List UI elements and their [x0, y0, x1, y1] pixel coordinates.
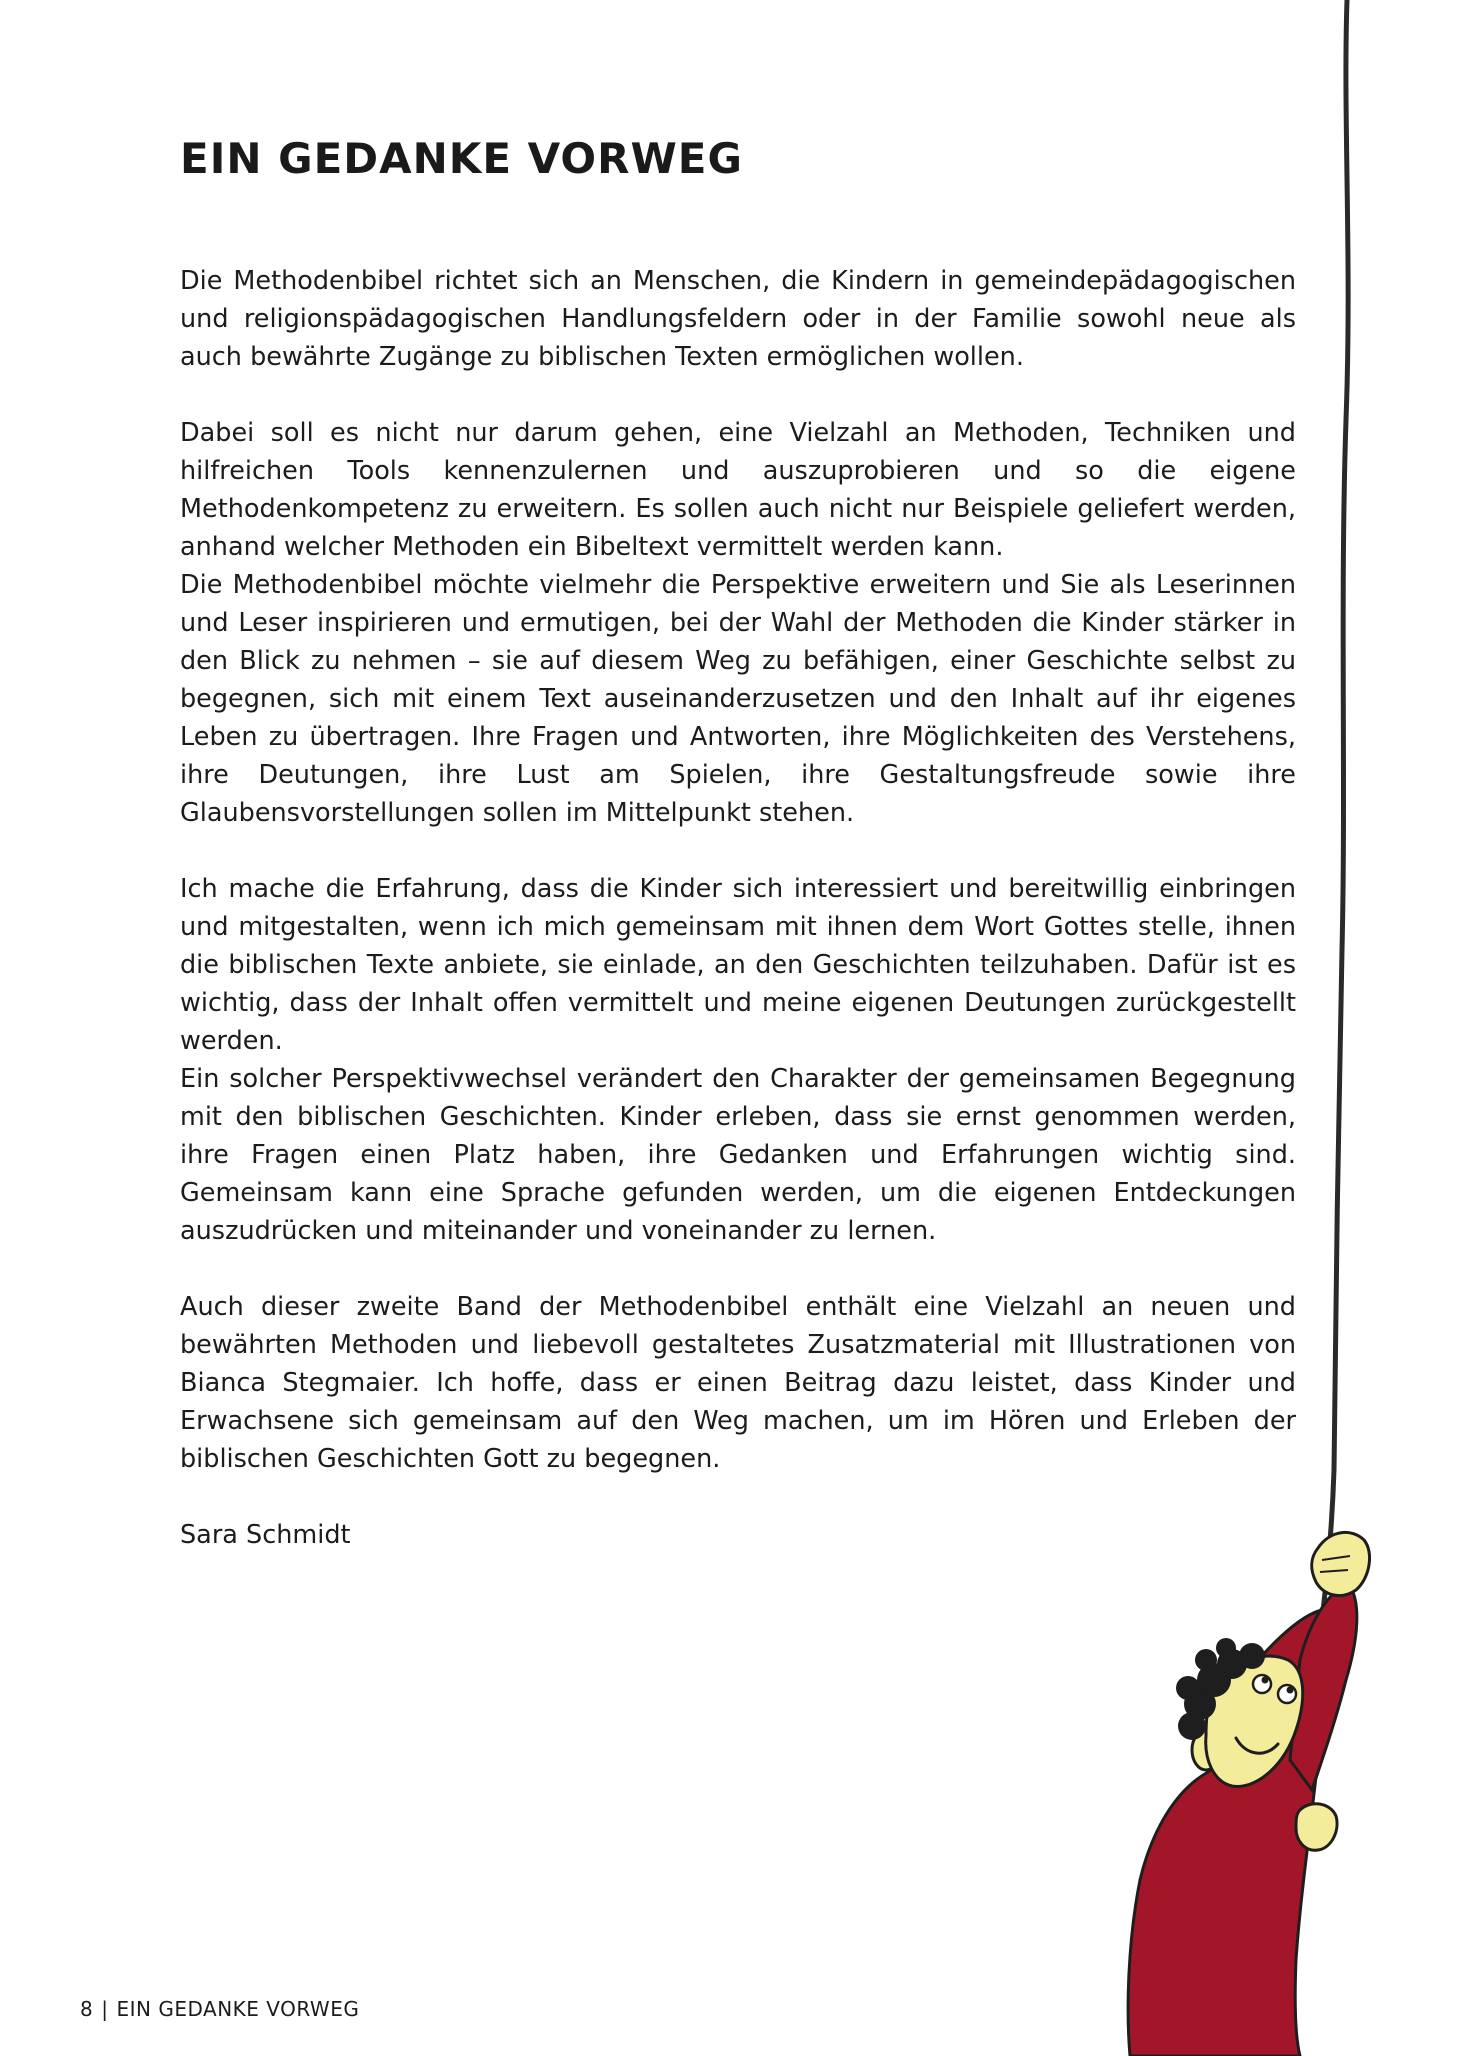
footer-separator: | [101, 1997, 109, 2021]
rope-icon [1303, 0, 1348, 1830]
page-footer [80, 1997, 359, 2021]
paragraph-experience: Ich mache die Erfahrung, dass die Kinder sich interessiert und bereitwillig einbringen und mitgestalten, wenn ich mich gemeinsam mit ihnen dem Wort Gottes stelle, ihnen die biblischen Texte anbiete, sie einlade, an den Geschichten teilzuhaben. Dafür ist es wichtig, dass der Inhalt offen vermittelt und meine eigenen Deutungen zurückgestellt werden. [180, 874, 1296, 1056]
paragraph-perspective: Die Methodenbibel möchte vielmehr die Perspektive erweitern und Sie als Leserinnen und Leser inspirieren und ermutigen, bei der Wahl der Methoden die Kinder stärker in den Blick zu nehmen – sie auf diesem Weg zu befähigen, einer Geschichte selbst zu begegnen, sich mit einem Text auseinanderzusetzen und den Inhalt auf ihr eigenes Leben zu übertragen. Ihre Fragen und Antworten, ihre Möglichkeiten des Verstehens, ihre Deutungen, ihre Lust am Spielen, ihre Gestaltungsfreude sowie ihre Glaubensvorstellungen sollen im Mittelpunkt stehen. [180, 570, 1296, 828]
shirt-icon [1128, 1610, 1329, 2056]
arm-icon [1290, 1584, 1357, 1790]
page-title: EIN GEDANKE VORWEG [180, 134, 743, 183]
mouth-icon [1236, 1738, 1278, 1753]
lower-hand-icon [1296, 1804, 1337, 1850]
face-icon [1206, 1656, 1303, 1786]
paragraph-change: Ein solcher Perspektivwechsel verändert den Charakter der gemeinsamen Begegnung mit den biblischen Geschichten. Kinder erleben, dass sie ernst genommen werden, ihre Fragen einen Platz haben, ihre Gedanken und Erfahrungen wichtig sind. Gemeinsam kann eine Sprache gefunden werden, um die eigenen Entdeckungen auszudrücken und miteinander und voneinander zu lernen. [180, 1064, 1296, 1246]
page-number: 8 [80, 1997, 94, 2021]
body-text [180, 262, 1296, 1592]
footer-section-title: EIN GEDANKE VORWEG [116, 1997, 360, 2021]
paragraph-volume: Auch dieser zweite Band der Methodenbibel enthält eine Vielzahl an neuen und bewährten Methoden und liebevoll gestaltetes Zusatzmaterial mit Illustrationen von Bianca Stegmaier. Ich hoffe, dass er einen Beitrag dazu leistet, dass Kinder und Erwachsene sich gemeinsam auf den Weg machen, um im Hören und Erleben der biblischen Geschichten Gott zu begegnen. [180, 1292, 1296, 1474]
paragraph-intro: Die Methodenbibel richtet sich an Menschen, die Kindern in gemeindepädagogischen und religionspädagogischen Handlungsfeldern oder in der Familie sowohl neue als auch bewährte Zugänge zu biblischen Texten ermöglichen wollen. [180, 266, 1296, 372]
hair-icon [1176, 1638, 1265, 1740]
hand-icon [1312, 1532, 1370, 1595]
eye-icon [1253, 1675, 1271, 1693]
author-signature: Sara Schmidt [180, 1520, 351, 1550]
paragraph-methods: Dabei soll es nicht nur darum gehen, eine Vielzahl an Methoden, Techniken und hilfreichen Tools kennenzulernen und auszuprobieren und so die eigene Methodenkompetenz zu erweitern. Es sollen auch nicht nur Beispiele geliefert werden, anhand welcher Methoden ein Bibeltext vermittelt werden kann. [180, 418, 1296, 562]
ear-icon [1192, 1730, 1220, 1770]
